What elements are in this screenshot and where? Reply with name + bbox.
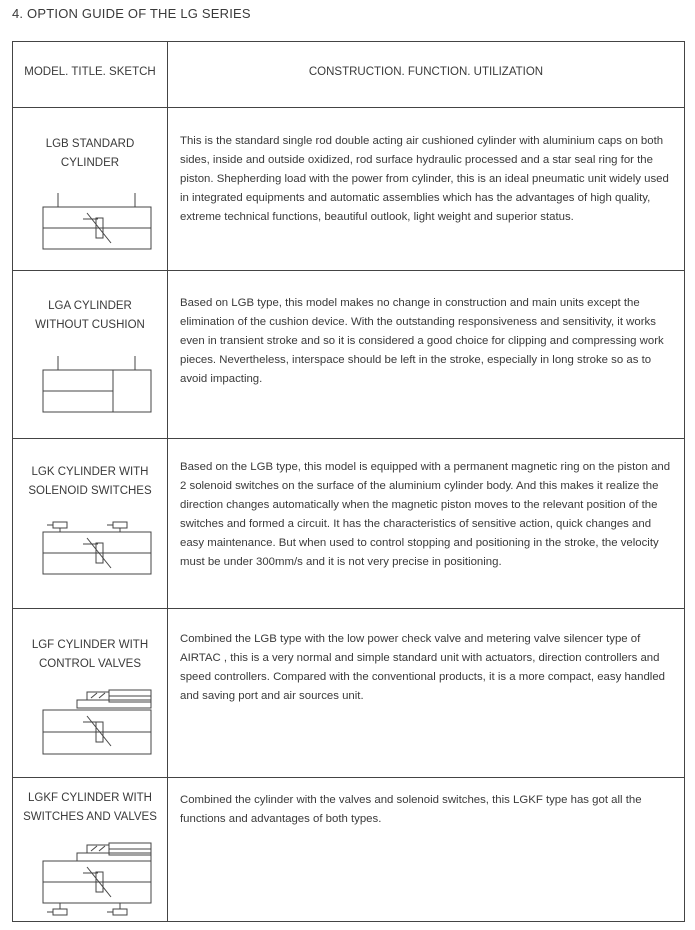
cylinder-solenoid-switches-sketch-icon: [25, 516, 155, 586]
table-row-lgkf: [13, 777, 684, 923]
table-row-lga: [13, 270, 684, 439]
row-description: Combined the LGB type with the low power check valve and metering valve silencer type of AIRTAC , this is a very normal and simple standard unit with actuators, direction controllers and speed controllers. Compared with the conventional products, it is a more compact, easy handled and saving port and air sources unit.: [180, 633, 665, 702]
cylinder-switches-valves-sketch-icon: [25, 841, 155, 923]
model-title: LGF CYLINDER WITH CONTROL VALVES: [31, 639, 149, 670]
cylinder-without-cushion-sketch-icon: [25, 350, 155, 420]
header-model-title-sketch: MODEL. TITLE. SKETCH: [24, 66, 156, 78]
section-heading: 4. OPTION GUIDE OF THE LG SERIES: [12, 6, 251, 21]
row-description: Based on the LGB type, this model is equipped with a permanent magnetic ring on the piston and 2 solenoid switches on the surface of the aluminium cylinder body. And this makes it realize the direction changes automatically when the magnetic piston moves to the relevant position of the switches and formed a circuit. It has the characteristics of sensitive action, quick changes and easy maintenance. But when used to control stopping and positioning in the stroke, the velocity must be under 300mm/s and it is not very precise in positioning.: [180, 461, 671, 568]
model-title: LGA CYLINDER WITHOUT CUSHION: [35, 300, 145, 331]
model-title: LGK CYLINDER WITH SOLENOID SWITCHES: [28, 466, 152, 497]
row-description: Combined the cylinder with the valves and solenoid switches, this LGKF type has got all the functions and advantages of both types.: [180, 794, 642, 825]
model-title: LGB STANDARD CYLINDER: [45, 138, 135, 169]
table-row-lgk: [13, 438, 684, 609]
row-description: Based on LGB type, this model makes no change in construction and main units except the elimination of the cushion device. With the outstanding responsiveness and sensitivity, it works even in transient stroke and so it is considered a good choice for clipping and compressing work pieces. Nevertheless, interspace should be left in the stroke, especially in long stroke so as to avoid impacting.: [180, 297, 664, 385]
row-description: This is the standard single rod double acting air cushioned cylinder with aluminium caps on both sides, inside and outside oxidized, rod surface hydraulic processed and a star seal ring for the piston. Shepherding load with the power from cylinder, this is an ideal pneumatic unit widely used in integrated equipments and automatic assemblies which has the advantages of high quality, extreme technical functions, beautiful outlook, light weight and superior status.: [180, 135, 669, 223]
model-title: LGKF CYLINDER WITH SWITCHES AND VALVES: [23, 792, 157, 823]
header-construction-function: CONSTRUCTION. FUNCTION. UTILIZATION: [308, 66, 544, 78]
table-header-row: [13, 42, 684, 108]
option-guide-table: [12, 41, 685, 922]
cylinder-control-valves-sketch-icon: [25, 688, 155, 768]
table-row-lgb: [13, 107, 684, 271]
table-row-lgf: [13, 608, 684, 778]
standard-cylinder-sketch-icon: [25, 187, 155, 257]
